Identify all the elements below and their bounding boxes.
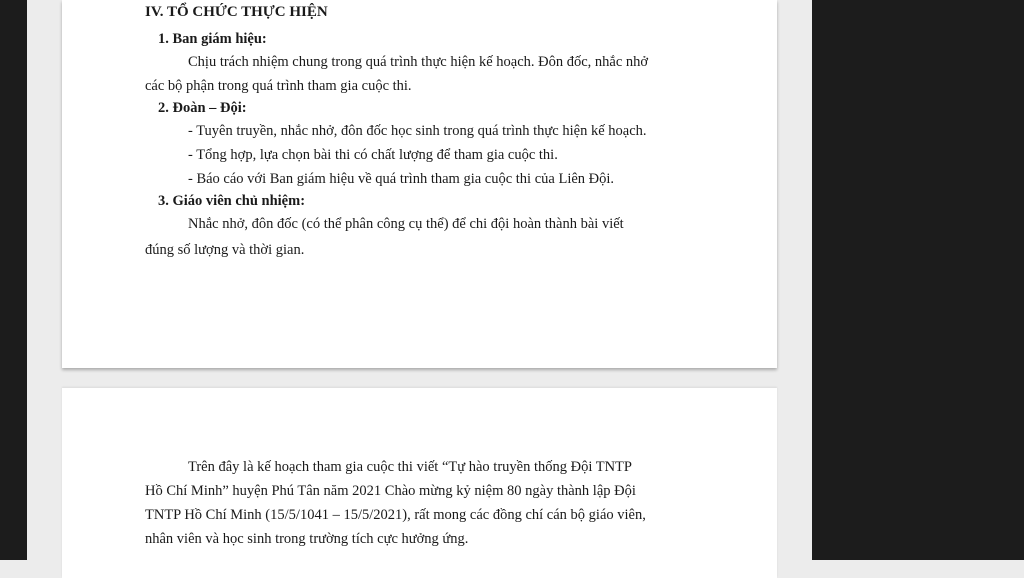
- right-screen-edge: [812, 0, 1024, 560]
- closing-paragraph-line: TNTP Hồ Chí Minh (15/5/1041 – 15/5/2021), rất mong các đồng chí cán bộ giáo viên,: [145, 507, 646, 523]
- paragraph-line: đúng số lượng và thời gian.: [145, 242, 305, 258]
- paragraph-line: Chịu trách nhiệm chung trong quá trình thực hiện kế hoạch. Đôn đốc, nhắc nhở: [188, 54, 649, 70]
- closing-paragraph-line: Hồ Chí Minh” huyện Phú Tân năm 2021 Chào mừng kỷ niệm 80 ngày thành lập Đội: [145, 483, 636, 499]
- document-page-1: [62, 0, 777, 368]
- left-screen-edge: [0, 0, 27, 560]
- closing-paragraph-line: nhân viên và học sinh trong trường tích cực hưởng ứng.: [145, 531, 469, 547]
- item-heading-giao-vien-chu-nhiem: 3. Giáo viên chủ nhiệm:: [158, 193, 306, 209]
- bullet-line: - Báo cáo với Ban giám hiệu về quá trình tham gia cuộc thi của Liên Đội.: [188, 171, 615, 187]
- item-heading-ban-giam-hieu: 1. Ban giám hiệu:: [158, 31, 267, 47]
- document-viewer[interactable]: [27, 0, 812, 560]
- item-heading-doan-doi: 2. Đoàn – Đội:: [158, 100, 247, 116]
- section-title: IV. TỔ CHỨC THỰC HIỆN: [145, 4, 328, 20]
- document-page-2: [62, 388, 777, 578]
- bullet-line: - Tuyên truyền, nhắc nhở, đôn đốc học sinh trong quá trình thực hiện kế hoạch.: [188, 123, 647, 139]
- bullet-line: - Tổng hợp, lựa chọn bài thi có chất lượng để tham gia cuộc thi.: [188, 147, 558, 163]
- paragraph-line: các bộ phận trong quá trình tham gia cuộc thi.: [145, 78, 412, 94]
- closing-paragraph-line: Trên đây là kế hoạch tham gia cuộc thi viết “Tự hào truyền thống Đội TNTP: [188, 459, 632, 475]
- paragraph-line: Nhắc nhở, đôn đốc (có thể phân công cụ thể) để chi đội hoàn thành bài viết: [188, 216, 624, 232]
